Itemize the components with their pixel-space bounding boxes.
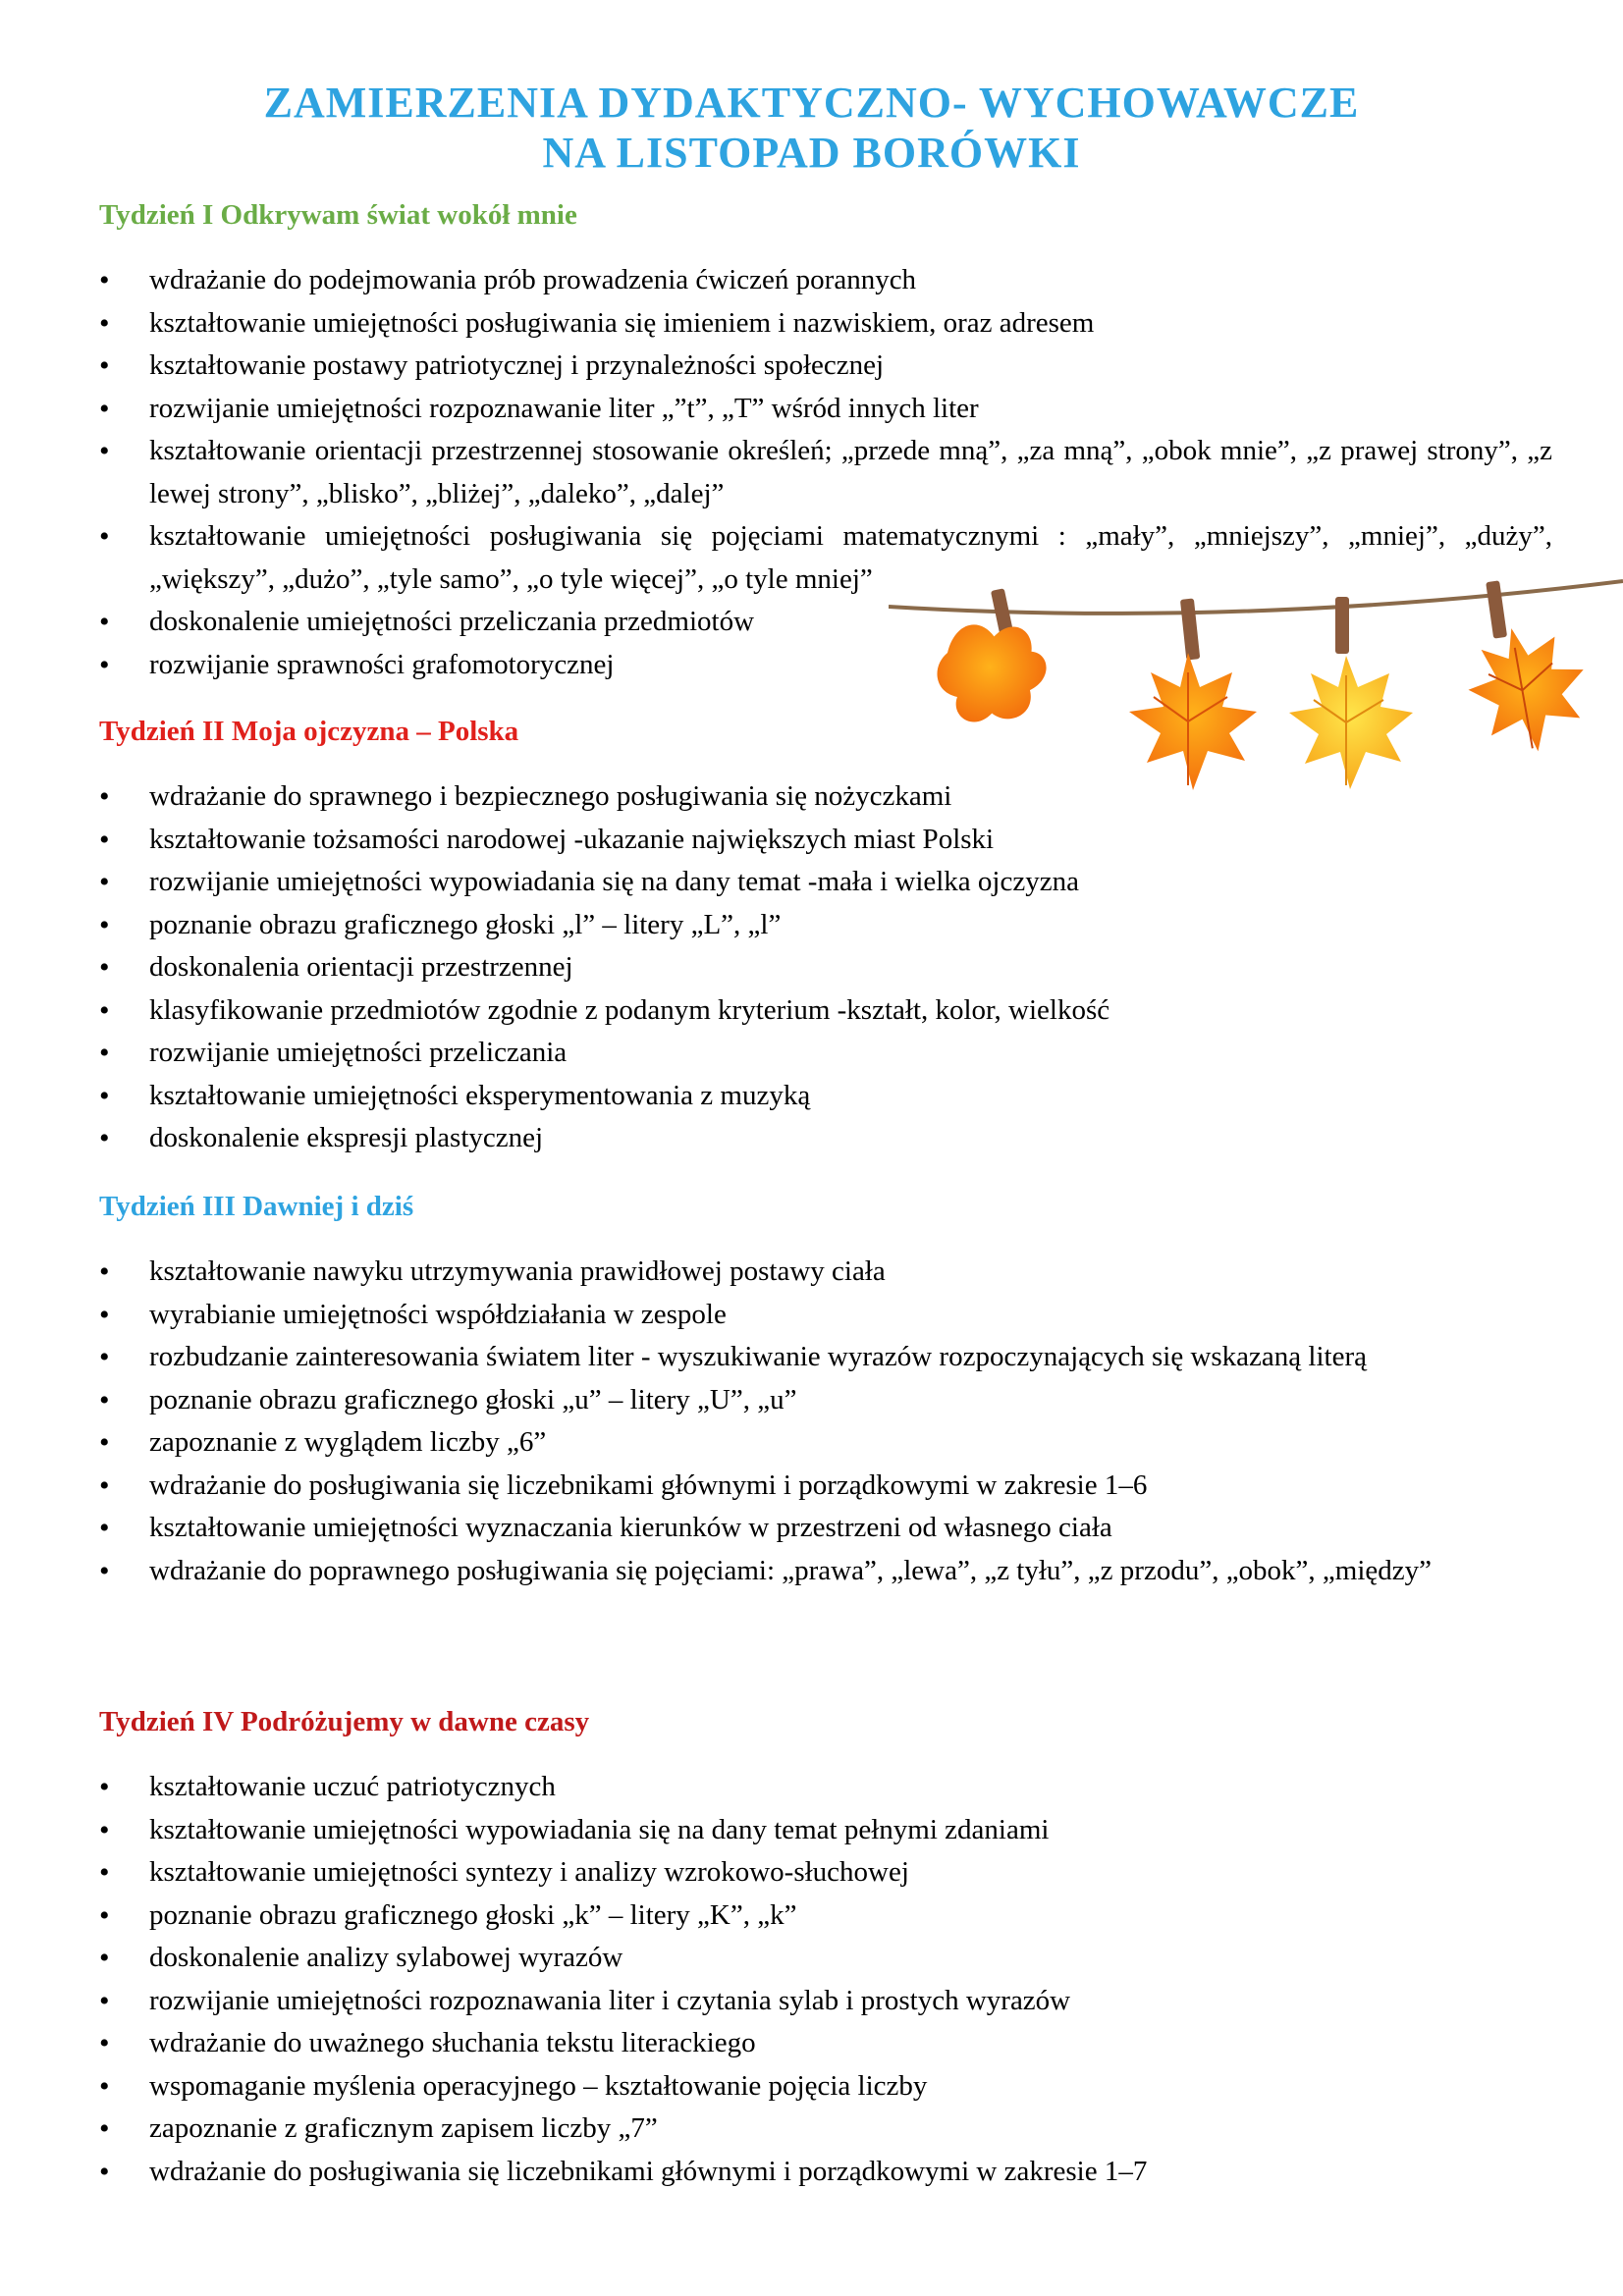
week-4-heading: Tydzień IV Podróżujemy w dawne czasy — [99, 1706, 590, 1737]
list-item: • kształtowanie nawyku utrzymywania prawidłowej postawy ciała — [99, 1251, 1552, 1294]
list-item: • kształtowanie umiejętności wypowiadania się na dany temat pełnymi zdaniami — [99, 1809, 1552, 1852]
list-item: • rozwijanie umiejętności wypowiadania się na dany temat -mała i wielka ojczyzna — [99, 861, 1552, 904]
list-item: • zapoznanie z graficznym zapisem liczby „7” — [99, 2108, 1552, 2151]
week-3-heading: Tydzień III Dawniej i dziś — [99, 1191, 414, 1222]
list-item: • poznanie obrazu graficznego głoski „u” – litery „U”, „u” — [99, 1379, 1552, 1422]
document-title-line-1: ZAMIERZENIA DYDAKTYCZNO- WYCHOWAWCZE — [263, 79, 1360, 127]
list-item: • wdrażanie do posługiwania się liczebnikami głównymi i porządkowymi w zakresie 1–7 — [99, 2151, 1552, 2194]
list-item: • kształtowanie umiejętności eksperymentowania z muzyką — [99, 1075, 1552, 1118]
list-item: • klasyfikowanie przedmiotów zgodnie z podanym kryterium -kształt, kolor, wielkość — [99, 989, 1552, 1033]
list-item: • wdrażanie do uważnego słuchania tekstu literackiego — [99, 2022, 1552, 2065]
list-item: • wdrażanie do sprawnego i bezpiecznego posługiwania się nożyczkami — [99, 775, 1552, 819]
week-1-heading: Tydzień I Odkrywam świat wokół mnie — [99, 199, 577, 231]
list-item: • wspomaganie myślenia operacyjnego – kształtowanie pojęcia liczby — [99, 2065, 1552, 2109]
list-item: • wdrażanie do podejmowania prób prowadzenia ćwiczeń porannych — [99, 259, 1552, 302]
list-item: • kształtowanie umiejętności syntezy i analizy wzrokowo-słuchowej — [99, 1851, 1552, 1895]
list-item: • zapoznanie z wyglądem liczby „6” — [99, 1421, 1552, 1465]
list-item: • doskonalenia orientacji przestrzennej — [99, 946, 1552, 989]
list-item: • kształtowanie tożsamości narodowej -ukazanie największych miast Polski — [99, 819, 1552, 862]
list-item: • kształtowanie uczuć patriotycznych — [99, 1766, 1552, 1809]
list-item: • doskonalenie ekspresji plastycznej — [99, 1117, 1552, 1160]
week-2-heading: Tydzień II Moja ojczyzna – Polska — [99, 716, 519, 747]
week-4-list — [99, 1766, 1552, 2193]
list-item: • kształtowanie umiejętności posługiwania się pojęciami matematycznymi : „mały”, „mniejszy”, „mniej”, „duży”, „większy”, „dużo”, „tyle samo”, „o tyle więcej”, „o tyle mniej” — [99, 515, 1552, 601]
list-item: • rozwijanie umiejętności rozpoznawanie liter „”t”, „T” wśród innych liter — [99, 388, 1552, 431]
list-item: • rozwijanie sprawności grafomotorycznej — [99, 644, 1552, 687]
document-title-line-2: NA LISTOPAD BORÓWKI — [542, 129, 1081, 177]
list-item: • doskonalenie analizy sylabowej wyrazów — [99, 1937, 1552, 1980]
list-item: • rozwijanie umiejętności przeliczania — [99, 1032, 1552, 1075]
list-item: • poznanie obrazu graficznego głoski „k” – litery „K”, „k” — [99, 1895, 1552, 1938]
list-item: • kształtowanie orientacji przestrzennej stosowanie określeń; „przede mną”, „za mną”, „obok mnie”, „z prawej strony”, „z lewej strony”, „blisko”, „bliżej”, „daleko”, „dalej” — [99, 430, 1552, 515]
list-item: • wyrabianie umiejętności współdziałania w zespole — [99, 1294, 1552, 1337]
list-item: • wdrażanie do posługiwania się liczebnikami głównymi i porządkowymi w zakresie 1–6 — [99, 1465, 1552, 1508]
week-2-list — [99, 775, 1552, 1160]
list-item: • rozwijanie umiejętności rozpoznawania liter i czytania sylab i prostych wyrazów — [99, 1980, 1552, 2023]
list-item: • kształtowanie umiejętności posługiwania się imieniem i nazwiskiem, oraz adresem — [99, 302, 1552, 346]
list-item: • rozbudzanie zainteresowania światem liter - wyszukiwanie wyrazów rozpoczynających się wskazaną literą — [99, 1336, 1552, 1379]
list-item: • wdrażanie do poprawnego posługiwania się pojęciami: „prawa”, „lewa”, „z tyłu”, „z przodu”, „obok”, „między” — [99, 1550, 1552, 1593]
list-item: • doskonalenie umiejętności przeliczania przedmiotów — [99, 601, 1552, 644]
list-item: • kształtowanie postawy patriotycznej i przynależności społecznej — [99, 345, 1552, 388]
week-3-list — [99, 1251, 1552, 1592]
list-item: • poznanie obrazu graficznego głoski „l” – litery „L”, „l” — [99, 904, 1552, 947]
list-item: • kształtowanie umiejętności wyznaczania kierunków w przestrzeni od własnego ciała — [99, 1507, 1552, 1550]
week-1-list — [99, 259, 1552, 686]
